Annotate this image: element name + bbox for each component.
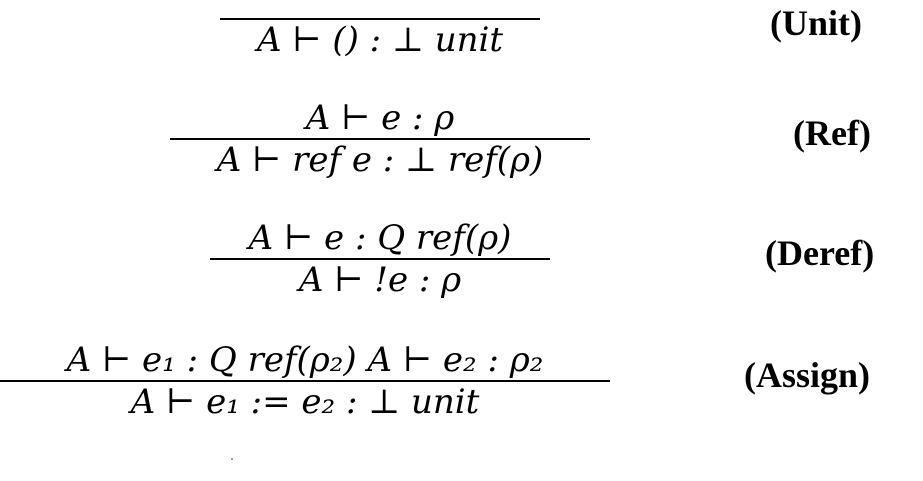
scan-speck xyxy=(231,458,233,460)
rule-ref-label: (Ref) xyxy=(793,113,871,153)
rule-deref-conclusion: A ⊢ !e : ρ xyxy=(298,260,462,300)
rule-ref-premise: A ⊢ e : ρ xyxy=(305,98,455,138)
rule-ref-fraction xyxy=(170,98,590,180)
rule-deref-fraction xyxy=(210,218,550,300)
rule-assign-premise: A ⊢ e₁ : Q ref(ρ₂) A ⊢ e₂ : ρ₂ xyxy=(66,340,544,380)
rule-deref-premise: A ⊢ e : Q ref(ρ) xyxy=(248,218,512,258)
rule-ref-conclusion: A ⊢ ref e : ⊥ ref(ρ) xyxy=(216,140,544,180)
rule-assign-fraction xyxy=(0,340,610,422)
rule-unit-label: (Unit) xyxy=(770,3,862,43)
rule-assign-label: (Assign) xyxy=(744,355,871,395)
rule-unit-conclusion: A ⊢ () : ⊥ unit xyxy=(256,20,504,60)
rule-unit-premise xyxy=(369,0,392,18)
rule-deref-label: (Deref) xyxy=(765,233,875,273)
rule-assign-conclusion: A ⊢ e₁ := e₂ : ⊥ unit xyxy=(130,382,480,422)
rule-unit-fraction xyxy=(220,0,540,60)
